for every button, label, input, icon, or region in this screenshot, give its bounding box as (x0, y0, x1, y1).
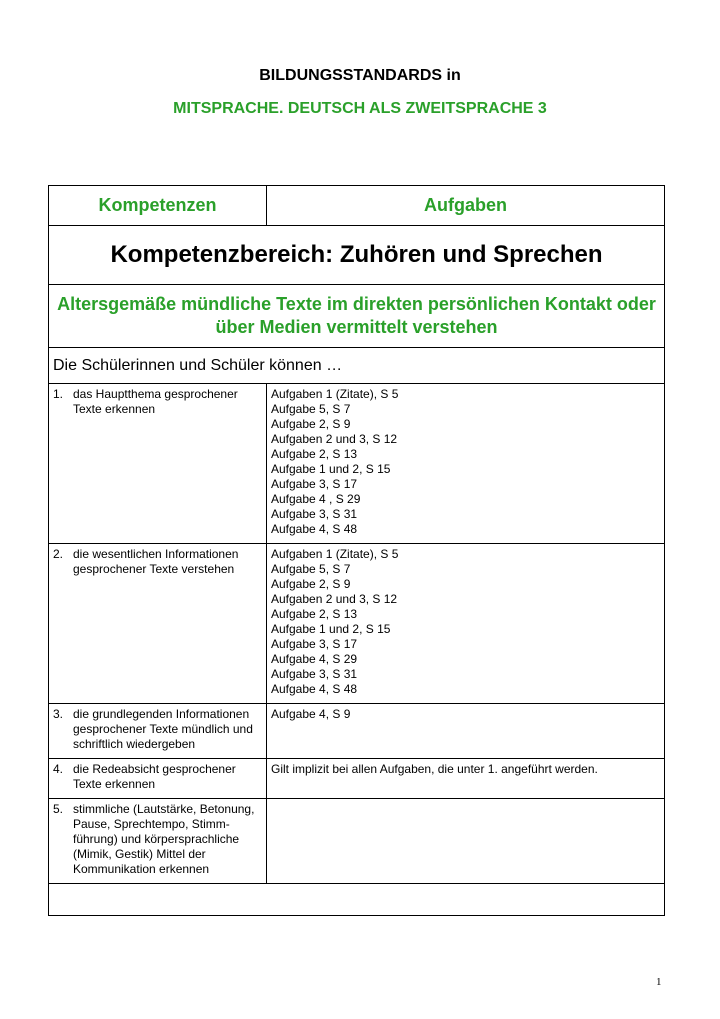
aufgabe-line: Aufgaben 2 und 3, S 12 (271, 432, 398, 446)
aufgabe-line: Aufgabe 3, S 31 (271, 667, 358, 681)
aufgabe-line: Aufgabe 4, S 9 (271, 707, 351, 721)
kompetenz-number: 5. (53, 802, 64, 816)
standards-table (48, 185, 665, 916)
kompetenz-cell (49, 544, 267, 704)
aufgabe-line: Aufgabe 3, S 17 (271, 637, 358, 651)
aufgabe-line: Gilt implizit bei allen Aufgaben, die unter 1. angeführt werden. (271, 762, 598, 776)
kompetenz-cell (49, 384, 267, 544)
kompetenz-number: 4. (53, 762, 64, 776)
kompetenz-text: die Redeabsicht gesprochener Texte erkennen (73, 762, 236, 791)
competency-rows (49, 384, 665, 884)
kompetenz-number: 1. (53, 387, 64, 401)
aufgabe-line: Aufgabe 1 und 2, S 15 (271, 622, 391, 636)
unterbereich-row (49, 285, 665, 348)
aufgabe-line: Aufgabe 4, S 29 (271, 652, 358, 666)
document-subtitle: MITSPRACHE. DEUTSCH ALS ZWEITSPRACHE 3 (173, 100, 547, 117)
kompetenz-cell (49, 799, 267, 884)
aufgabe-line: Aufgabe 4, S 48 (271, 522, 358, 536)
aufgabe-line: Aufgabe 5, S 7 (271, 402, 351, 416)
aufgabe-line: Aufgabe 2, S 9 (271, 577, 351, 591)
kompetenz-item (53, 802, 262, 877)
aufgabe-line: Aufgaben 1 (Zitate), S 5 (271, 387, 399, 401)
aufgaben-cell (267, 544, 665, 704)
aufgaben-cell (267, 704, 665, 759)
aufgabe-line: Aufgabe 1 und 2, S 15 (271, 462, 391, 476)
kompetenz-text: das Hauptthema gesprochener Texte erkennen (73, 387, 238, 416)
table-row (49, 384, 665, 544)
intro-row (49, 348, 665, 384)
kompetenz-item (53, 387, 262, 417)
aufgabe-line: Aufgabe 3, S 17 (271, 477, 358, 491)
empty-row (49, 884, 665, 916)
table-row (49, 759, 665, 799)
aufgabe-line: Aufgabe 2, S 9 (271, 417, 351, 431)
aufgabe-line: Aufgabe 4 , S 29 (271, 492, 361, 506)
kompetenz-number: 2. (53, 547, 64, 561)
aufgabe-line: Aufgaben 2 und 3, S 12 (271, 592, 398, 606)
aufgabe-line: Aufgabe 3, S 31 (271, 507, 358, 521)
kompetenz-text: stimmliche (Lautstärke, Betonung, Pause, Sprechtempo, Stimm-führung) und körpersprachliche (Mimik, Gestik) Mittel der Kommunikation erkennen (73, 802, 255, 876)
kompetenz-item (53, 547, 262, 577)
table-row (49, 544, 665, 704)
header-kompetenzen: Kompetenzen (49, 186, 267, 226)
document-title: BILDUNGSSTANDARDS in (259, 67, 461, 84)
kompetenz-text: die wesentlichen Informationen gesprochener Texte verstehen (73, 547, 239, 576)
intro-text: Die Schülerinnen und Schüler können … (49, 348, 665, 384)
aufgabe-line: Aufgabe 5, S 7 (271, 562, 351, 576)
kompetenzbereich-heading: Kompetenzbereich: Zuhören und Sprechen (49, 226, 665, 285)
header-aufgaben: Aufgaben (267, 186, 665, 226)
aufgabe-line: Aufgabe 2, S 13 (271, 607, 358, 621)
kompetenzbereich-row (49, 226, 665, 285)
aufgabe-line: Aufgabe 2, S 13 (271, 447, 358, 461)
kompetenz-item (53, 762, 262, 792)
aufgaben-cell (267, 759, 665, 799)
table-row (49, 799, 665, 884)
unterbereich-heading: Altersgemäße mündliche Texte im direkten persönlichen Kontakt oder über Medien vermittelt verstehen (49, 285, 665, 348)
aufgabe-line: Aufgaben 1 (Zitate), S 5 (271, 547, 399, 561)
kompetenz-number: 3. (53, 707, 64, 721)
kompetenz-cell (49, 704, 267, 759)
table-header-row (49, 186, 665, 226)
aufgabe-line: Aufgabe 4, S 48 (271, 682, 358, 696)
kompetenz-cell (49, 759, 267, 799)
kompetenz-item (53, 707, 262, 752)
aufgaben-cell (267, 799, 665, 884)
empty-cell (49, 884, 665, 916)
kompetenz-text: die grundlegenden Informationen gesprochener Texte mündlich und schriftlich wiedergeben (73, 707, 253, 751)
table-row (49, 704, 665, 759)
page-number: 1 (656, 976, 662, 988)
aufgaben-cell (267, 384, 665, 544)
